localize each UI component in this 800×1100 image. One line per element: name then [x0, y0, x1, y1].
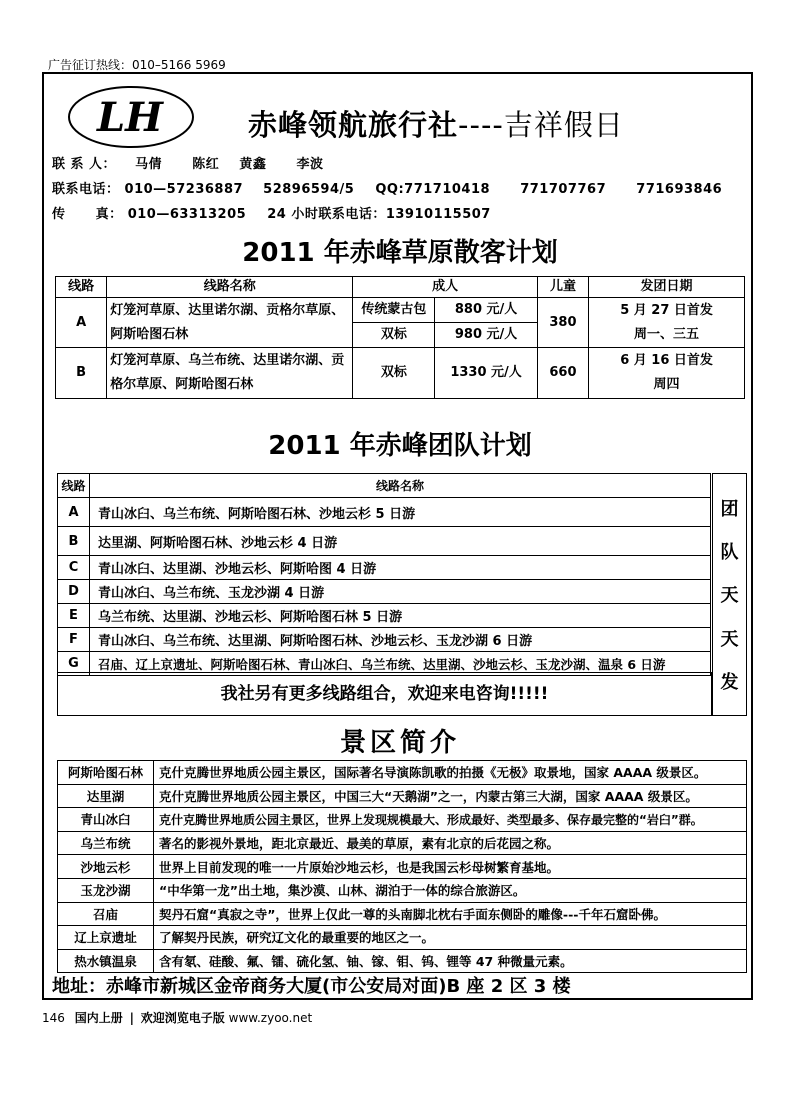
lh-logo [66, 84, 196, 150]
adult-price: 980 元/人 [435, 323, 538, 348]
agency-address: 地址：赤峰市新城区金帝商务大厦(市公安局对面)B 座 2 区 3 楼 [52, 976, 571, 997]
plan1-title: 2011 年赤峰草原散客计划 [242, 238, 558, 268]
table-row [58, 949, 747, 973]
table-header-row [56, 277, 745, 298]
fax-label: 传 真： [52, 207, 123, 222]
more-routes-note: 我社另有更多线路组合，欢迎来电咨询!!!!! [57, 672, 712, 716]
scenic-name: 召庙 [58, 902, 154, 926]
route-name: 青山冰臼、乌兰布统、达里湖、阿斯哈图石林、沙地云杉、玉龙沙湖 6 日游 [90, 628, 711, 652]
route-name: 达里湖、阿斯哈图石林、沙地云杉 4 日游 [90, 527, 711, 556]
departure-days: 周一、三五 [634, 326, 700, 342]
departure-date [589, 298, 745, 348]
table-row [58, 855, 747, 879]
contact-phones [52, 178, 722, 197]
route-name: 青山冰臼、乌兰布统、玉龙沙湖 4 日游 [90, 580, 711, 604]
scenic-desc: “中华第一龙”出土地，集沙漠、山林、湖泊于一体的综合旅游区。 [154, 878, 747, 902]
route-id: G [58, 652, 90, 676]
scenic-name: 青山冰臼 [58, 808, 154, 832]
departure-date [589, 348, 745, 399]
col-route-id: 线路 [56, 277, 107, 298]
page-number: 146 [42, 1011, 65, 1025]
footer-url[interactable]: www.zyoo.net [228, 1011, 313, 1025]
col-date: 发团日期 [589, 277, 745, 298]
side-char: 发 [720, 672, 739, 694]
table-row [58, 580, 711, 604]
route-name: 召庙、辽上京遗址、阿斯哈图石林、青山冰臼、乌兰布统、达里湖、沙地云杉、玉龙沙湖、温泉 6 日游 [90, 652, 711, 676]
route-name: 乌兰布统、达里湖、沙地云杉、阿斯哈图石林 5 日游 [90, 604, 711, 628]
contact-names: 马倩 陈红 黄鑫 李波 [135, 157, 324, 172]
route-id: D [58, 580, 90, 604]
scenic-desc: 克什克腾世界地质公园主景区，世界上发现规模最大、形成最好、类型最多、保存最完整的“岩臼”群。 [154, 808, 747, 832]
route-name: 青山冰臼、乌兰布统、阿斯哈图石林、沙地云杉 5 日游 [90, 498, 711, 527]
departure-first: 6 月 16 日首发 [620, 353, 713, 368]
scenic-name: 达里湖 [58, 784, 154, 808]
table-header-row [58, 474, 711, 498]
scenic-name: 辽上京遗址 [58, 926, 154, 950]
col-child: 儿童 [537, 277, 588, 298]
table-row [58, 902, 747, 926]
agency-title [248, 103, 624, 144]
scenic-title: 景区简介 [339, 728, 460, 758]
plan2-table [57, 473, 711, 676]
footer-section: 国内上册 [74, 1011, 123, 1025]
scenic-desc: 克什克腾世界地质公园主景区，国际著名导演陈凯歌的拍摄《无极》取景地，国家 AAAA 级景区。 [154, 761, 747, 785]
route-id: E [58, 604, 90, 628]
scenic-desc: 世界上目前发现的唯一一片原始沙地云杉，也是我国云杉母树繁育基地。 [154, 855, 747, 879]
scenic-name: 阿斯哈图石林 [58, 761, 154, 785]
table-row [56, 298, 745, 323]
route-name: 灯笼河草原、乌兰布统、达里诺尔湖、贡格尔草原、阿斯哈图石林 [107, 348, 353, 399]
team-daily-label [712, 473, 747, 716]
col-route-name: 线路名称 [107, 277, 353, 298]
contact-label: 联 系 人： [52, 157, 117, 172]
scenic-desc: 克什克腾世界地质公园主景区，中国三大“天鹅湖”之一，内蒙古第三大湖，国家 AAAA 级景区。 [154, 784, 747, 808]
col-route-id: 线路 [58, 474, 90, 498]
table-row [58, 926, 747, 950]
route-id: B [58, 527, 90, 556]
footer-slogan: 欢迎浏览电子版 [140, 1011, 225, 1025]
child-price: 660 [537, 348, 588, 399]
adult-price: 880 元/人 [435, 298, 538, 323]
col-adult: 成人 [353, 277, 538, 298]
side-char: 天 [720, 628, 739, 650]
table-row [58, 628, 711, 652]
contact-people [52, 153, 324, 172]
scenic-name: 沙地云杉 [58, 855, 154, 879]
side-char: 团 [720, 498, 739, 520]
agency-name: 赤峰领航旅行社 [248, 108, 459, 142]
col-route-name: 线路名称 [90, 474, 711, 498]
route-name: 灯笼河草原、达里诺尔湖、贡格尔草原、阿斯哈图石林 [107, 298, 353, 348]
table-row [58, 498, 711, 527]
route-id: A [58, 498, 90, 527]
table-row [58, 878, 747, 902]
child-price: 380 [537, 298, 588, 348]
logo-text: LH [97, 94, 163, 141]
contact-fax [52, 203, 491, 222]
phone-numbers: 010—57236887 52896594/5 [124, 182, 355, 197]
table-row [58, 556, 711, 580]
fax-number: 010—63313205 [127, 207, 247, 222]
table-row [58, 604, 711, 628]
adult-type: 双标 [353, 348, 435, 399]
footer-separator: | [129, 1011, 134, 1025]
table-row [58, 784, 747, 808]
route-id: F [58, 628, 90, 652]
route-name: 青山冰臼、达里湖、沙地云杉、阿斯哈图 4 日游 [90, 556, 711, 580]
departure-days: 周四 [653, 377, 680, 392]
scenic-name: 乌兰布统 [58, 831, 154, 855]
hotline-24h: 24 小时联系电话：13910115507 [267, 207, 491, 222]
route-id: B [56, 348, 107, 399]
page-footer [42, 1009, 312, 1026]
scenic-name: 玉龙沙湖 [58, 878, 154, 902]
scenic-desc: 含有氡、硅酸、氟、镭、硫化氢、铀、镓、钼、钨、锂等 47 种微量元素。 [154, 949, 747, 973]
table-row [56, 348, 745, 399]
adult-type: 双标 [353, 323, 435, 348]
table-row [58, 831, 747, 855]
phone-label: 联系电话： [52, 182, 120, 197]
scenic-table [57, 760, 747, 973]
agency-dashes: ---- [458, 108, 504, 142]
table-row [58, 808, 747, 832]
agency-brand: 吉祥假日 [503, 108, 624, 142]
route-id: C [58, 556, 90, 580]
scenic-name: 热水镇温泉 [58, 949, 154, 973]
table-row [58, 761, 747, 785]
ad-hotline: 广告征订热线：010–5166 5969 [48, 58, 226, 72]
scenic-desc: 契丹石窟“真寂之寺”，世界上仅此一尊的头南脚北枕右手面东侧卧的雕像---千年石窟卧佛。 [154, 902, 747, 926]
route-id: A [56, 298, 107, 348]
table-row [58, 527, 711, 556]
adult-type: 传统蒙古包 [353, 298, 435, 323]
plan2-title: 2011 年赤峰团队计划 [268, 431, 532, 461]
side-char: 天 [720, 585, 739, 607]
side-char: 队 [720, 542, 739, 564]
qq-numbers: QQ:771710418 771707767 771693846 [375, 182, 723, 197]
plan1-table [55, 276, 745, 399]
adult-price: 1330 元/人 [435, 348, 538, 399]
scenic-desc: 著名的影视外景地，距北京最近、最美的草原，素有北京的后花园之称。 [154, 831, 747, 855]
scenic-desc: 了解契丹民族，研究辽文化的最重要的地区之一。 [154, 926, 747, 950]
departure-first: 5 月 27 日首发 [620, 302, 713, 318]
